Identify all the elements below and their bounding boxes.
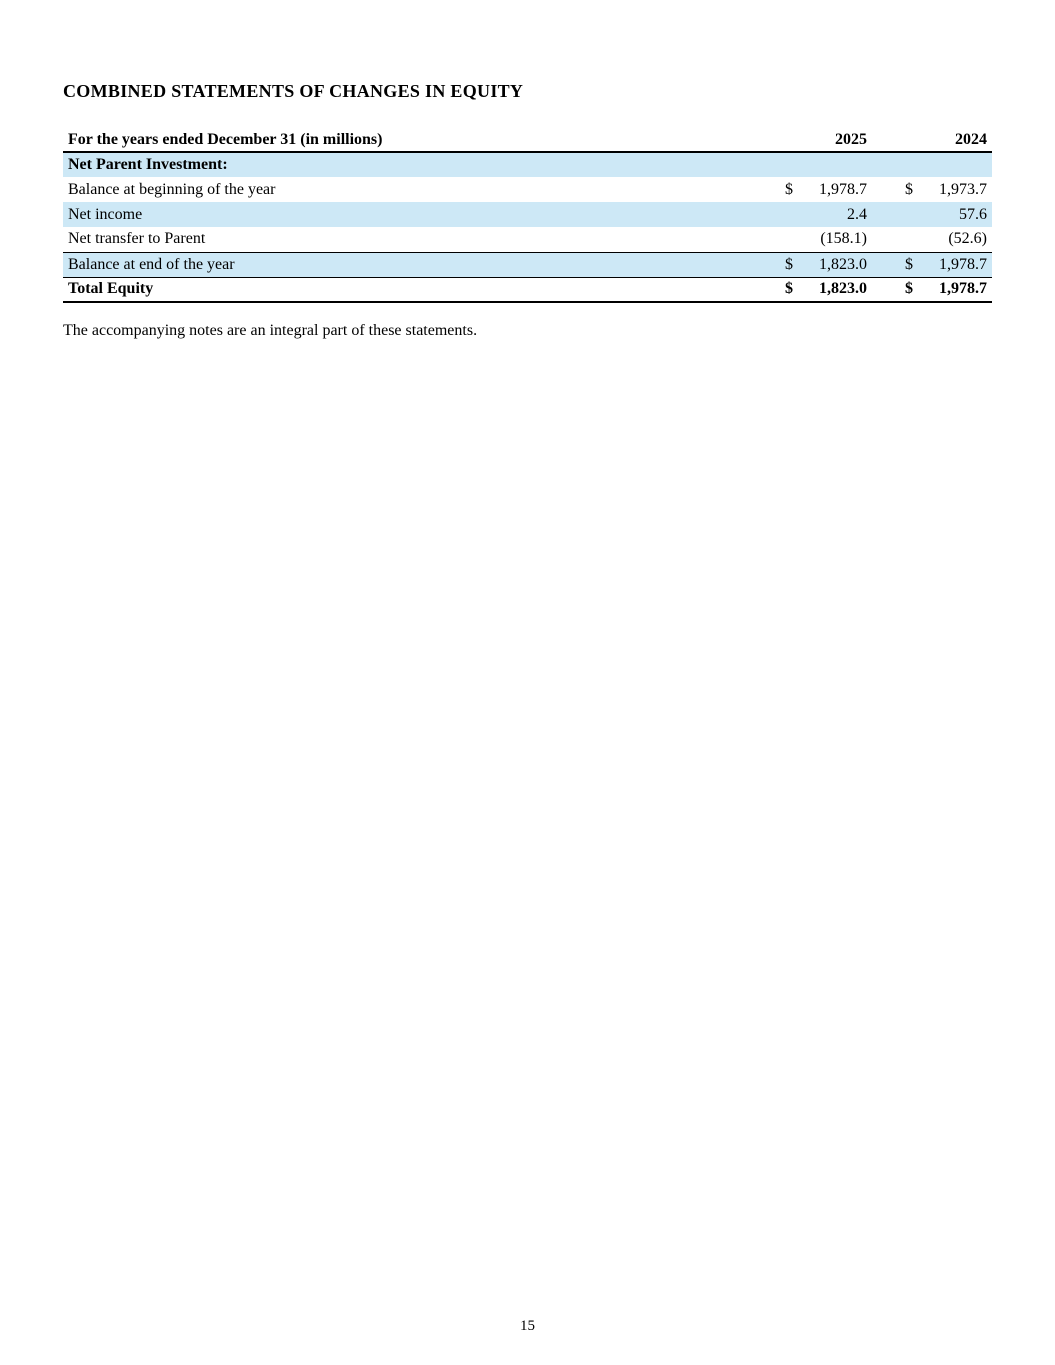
row-label: Balance at end of the year — [63, 252, 783, 277]
footnote: The accompanying notes are an integral part of these statements. — [63, 322, 478, 339]
table-header-year-2025: 2025 — [783, 129, 872, 152]
row-value-2025: 1,978.7 — [819, 180, 867, 198]
currency-symbol — [903, 152, 923, 177]
col-gap — [872, 129, 903, 152]
table-row — [63, 202, 992, 227]
col-gap — [872, 277, 903, 302]
equity-table — [63, 129, 992, 303]
table-header-row — [63, 129, 992, 152]
currency-symbol: $ — [903, 277, 923, 302]
currency-symbol — [903, 202, 923, 227]
row-value-2025: 1,823.0 — [803, 252, 872, 277]
currency-symbol — [783, 152, 803, 177]
currency-symbol — [783, 202, 803, 227]
table-row — [63, 277, 992, 302]
col-gap — [872, 227, 903, 252]
row-value-2024: 57.6 — [959, 205, 987, 223]
row-value-2024: (52.6) — [923, 227, 992, 252]
row-label: Total Equity — [63, 277, 783, 302]
currency-symbol — [783, 227, 803, 252]
table-row — [63, 152, 992, 177]
table-row — [63, 252, 992, 277]
page-title: COMBINED STATEMENTS OF CHANGES IN EQUITY — [63, 81, 524, 101]
row-value-2025: 2.4 — [847, 205, 867, 223]
row-value-2024 — [923, 152, 992, 177]
row-value-2025: 1,823.0 — [803, 277, 872, 302]
row-label: Balance at beginning of the year — [68, 180, 276, 198]
table-header-label: For the years ended December 31 (in millions) — [63, 129, 783, 152]
currency-symbol: $ — [783, 252, 803, 277]
currency-symbol — [903, 227, 923, 252]
table-row — [63, 227, 992, 252]
equity-table-body — [63, 152, 992, 302]
row-value-2025 — [803, 152, 872, 177]
currency-symbol: $ — [783, 277, 803, 302]
row-value-2024: 1,978.7 — [923, 277, 992, 302]
col-gap — [872, 252, 903, 277]
row-value-2024: 1,978.7 — [923, 252, 992, 277]
currency-symbol: $ — [785, 180, 793, 198]
row-label: Net transfer to Parent — [63, 227, 783, 252]
row-label: Net Parent Investment: — [68, 156, 228, 174]
row-value-2024: 1,973.7 — [939, 180, 987, 198]
col-gap — [872, 152, 903, 177]
col-gap — [872, 202, 903, 227]
row-label: Net income — [68, 205, 143, 223]
table-header-year-2024: 2024 — [903, 129, 992, 152]
row-value-2025: (158.1) — [803, 227, 872, 252]
page-number: 15 — [520, 1318, 535, 1334]
currency-symbol: $ — [903, 252, 923, 277]
currency-symbol: $ — [905, 180, 913, 198]
col-gap — [872, 177, 903, 202]
table-row — [63, 177, 992, 202]
